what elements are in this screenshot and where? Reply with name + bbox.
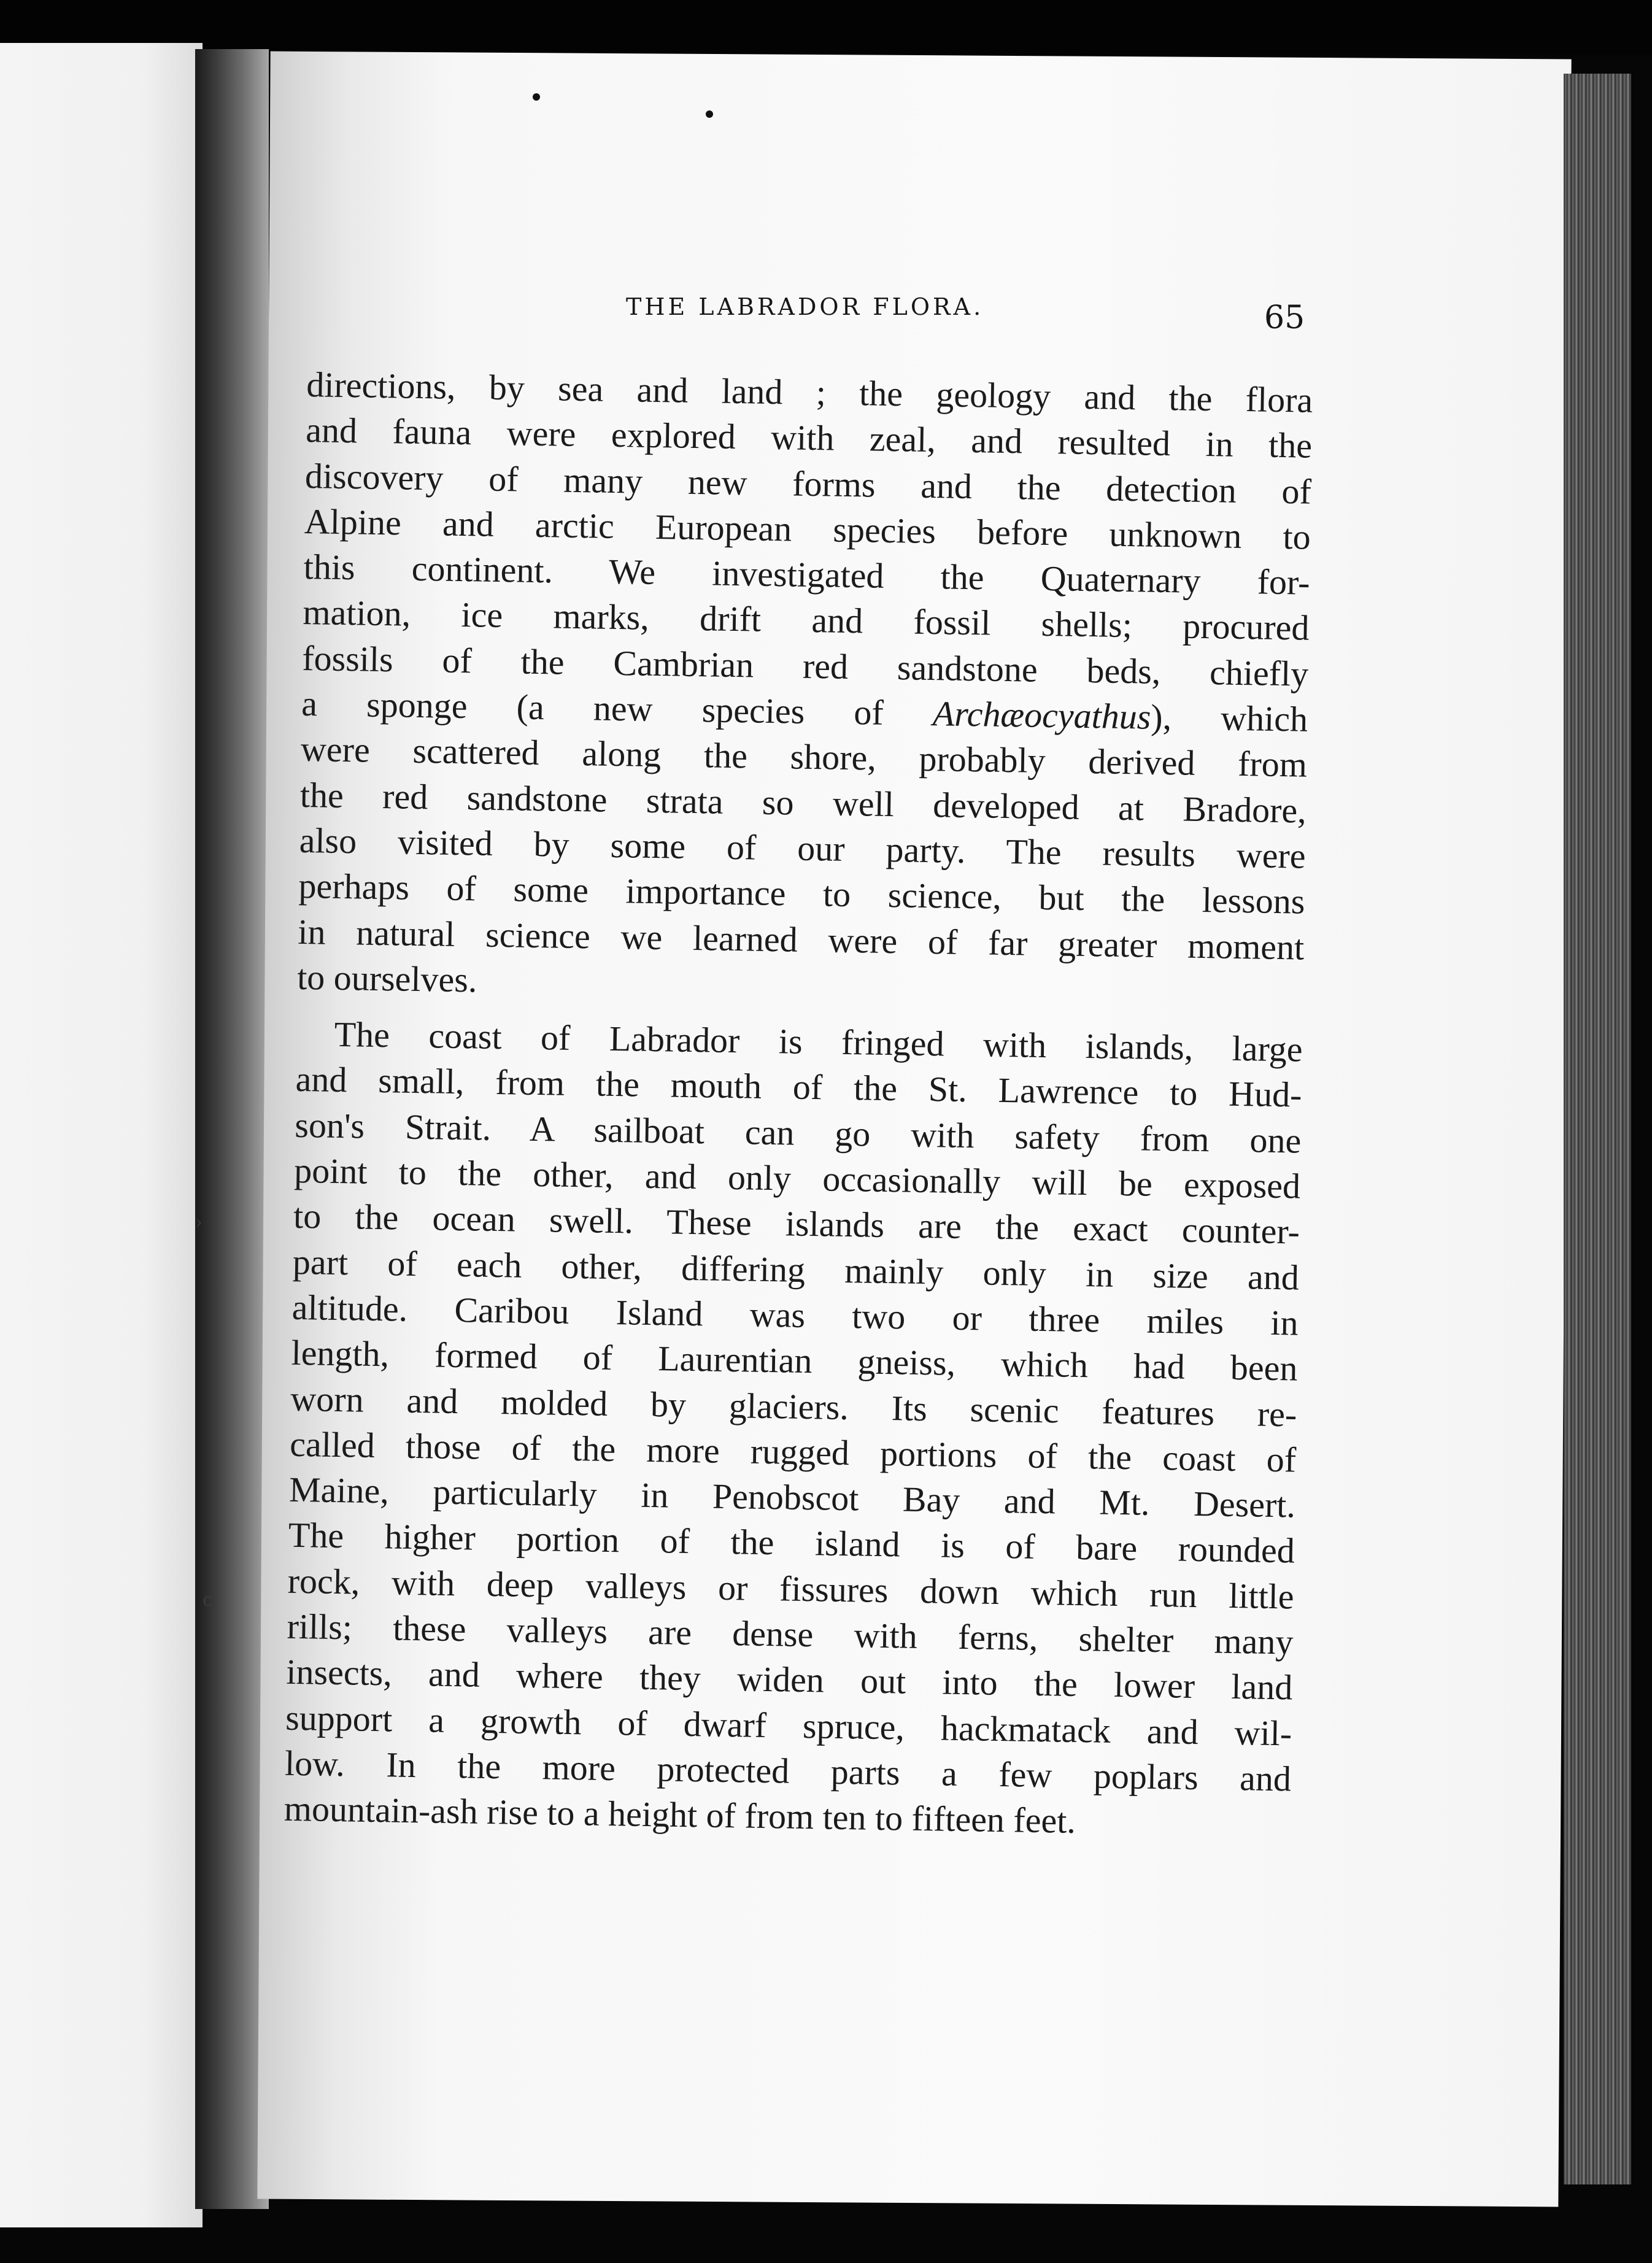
text-line: directions, by sea and land ; the geology and the flora xyxy=(306,364,1313,420)
text-line: also visited by some of our party. The results were xyxy=(299,820,1307,876)
text-line: son's Strait. A sailboat can go with safety from one xyxy=(294,1105,1302,1161)
text-line: Alpine and arctic European species before unknown to xyxy=(304,501,1311,557)
text-line: fossils of the Cambrian red sandstone beds, chiefly xyxy=(301,638,1309,694)
page-number: 65 xyxy=(1264,299,1305,336)
text-line: to the ocean swell. These islands are the exact counter- xyxy=(293,1196,1300,1252)
previous-page-edge xyxy=(0,43,203,2227)
text-line: were scattered along the shore, probably derived from xyxy=(300,729,1308,785)
text-line: insects, and where they widen out into the lower land xyxy=(285,1652,1293,1708)
gutter-mark: › xyxy=(195,1212,203,1233)
text-line: rock, with deep valleys or fissures down which run little xyxy=(287,1560,1295,1617)
running-head: THE LABRADOR FLORA. xyxy=(626,293,984,320)
text-line: perhaps of some importance to science, but the lessons xyxy=(298,866,1305,922)
text-run: a sponge (a new species of xyxy=(301,684,933,734)
text-line: the red sandstone strata so well developed at Bradore, xyxy=(299,774,1307,831)
text-line: this continent. We investigated the Quaternary for- xyxy=(303,547,1311,603)
paragraph-1 xyxy=(297,362,1313,1016)
text-line: discovery of many new forms and the detection of xyxy=(304,455,1312,512)
text-line: length, formed of Laurentian gneiss, which had been xyxy=(291,1333,1298,1389)
text-line: called those of the more rugged portions of the coast of xyxy=(289,1424,1297,1480)
text-line: Maine, particularly in Penobscot Bay and Mt. Desert. xyxy=(288,1469,1296,1525)
text-line: and small, from the mouth of the St. Lawrence to Hud- xyxy=(295,1059,1302,1116)
speck-mark xyxy=(706,110,713,118)
text-line: mation, ice marks, drift and fossil shells; procured xyxy=(303,592,1310,649)
speck-mark xyxy=(533,93,540,101)
scanner-background xyxy=(0,0,1652,55)
text-line: part of each other, differing mainly only in size and xyxy=(292,1241,1300,1298)
text-line: worn and molded by glaciers. Its scenic features re- xyxy=(290,1378,1297,1435)
text-line: The higher portion of the island is of bare rounded xyxy=(288,1515,1295,1571)
text-line: and fauna were explored with zeal, and resulted in the xyxy=(305,410,1313,466)
text-line: altitude. Caribou Island was two or three miles in xyxy=(291,1287,1299,1343)
text-line: to ourselves. xyxy=(296,957,477,1000)
text-line: in natural science we learned were of far greater moment xyxy=(297,911,1305,968)
text-line: support a growth of dwarf spruce, hackmatack and wil- xyxy=(285,1697,1292,1754)
text-line: rills; these valleys are dense with ferns, shelter many xyxy=(287,1606,1294,1662)
text-line: mountain-ash rise to a height of from ten to fifteen feet. xyxy=(284,1788,1076,1841)
text-line: low. In the more protected parts a few poplars and xyxy=(284,1743,1292,1799)
page-edge-stack xyxy=(1564,74,1631,2184)
gutter-mark: c xyxy=(203,1589,213,1611)
genus-name-italic: Archæocyathus xyxy=(932,693,1151,737)
text-run: ), which xyxy=(1150,696,1308,739)
text-line: point to the other, and only occasionally will be exposed xyxy=(293,1150,1301,1206)
binding-gutter-shadow xyxy=(195,49,269,2209)
text-line: The coast of Labrador is fringed with islands, large xyxy=(334,1014,1303,1070)
paragraph-2 xyxy=(284,1011,1303,1848)
body-text xyxy=(284,362,1313,1848)
